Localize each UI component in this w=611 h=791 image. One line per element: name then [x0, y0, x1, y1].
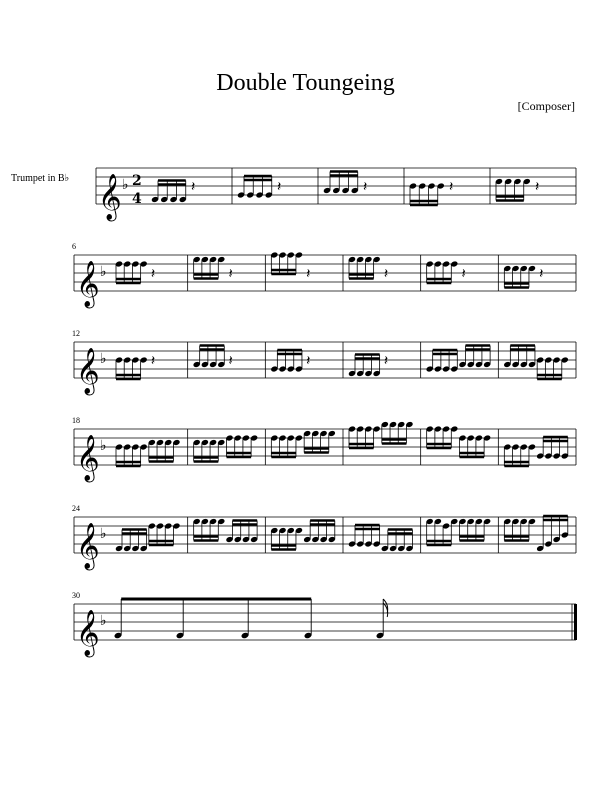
measure-number: 18	[72, 416, 80, 425]
treble-clef-icon: 𝄞	[76, 610, 100, 656]
time-signature-top: 2	[132, 173, 142, 189]
quarter-rest-icon: 𝄽	[539, 266, 544, 282]
composer-credit: [Composer]	[517, 99, 575, 113]
quarter-rest-icon: 𝄽	[535, 179, 540, 195]
flat-icon: ♭	[100, 526, 107, 542]
quarter-rest-icon: 𝄽	[228, 266, 233, 282]
treble-clef-icon: 𝄞	[76, 523, 100, 569]
treble-clef-icon: 𝄞	[76, 261, 100, 307]
flat-icon: ♭	[122, 177, 129, 193]
measure-number: 12	[72, 329, 80, 338]
quarter-rest-icon: 𝄽	[461, 266, 466, 282]
quarter-rest-icon: 𝄽	[306, 353, 311, 369]
staff-system	[72, 416, 576, 483]
staff-system	[72, 591, 577, 658]
quarter-rest-icon: 𝄽	[306, 266, 311, 282]
flat-icon: ♭	[100, 264, 107, 280]
staff-system	[72, 504, 576, 571]
treble-clef-icon: 𝄞	[98, 174, 122, 220]
treble-clef-icon: 𝄞	[76, 348, 100, 394]
quarter-rest-icon: 𝄽	[277, 179, 282, 195]
flat-icon: ♭	[100, 438, 107, 454]
quarter-rest-icon: 𝄽	[228, 353, 233, 369]
staff-system	[72, 242, 576, 309]
quarter-rest-icon: 𝄽	[449, 179, 454, 195]
quarter-rest-icon: 𝄽	[150, 266, 156, 282]
quarter-rest-icon: 𝄽	[150, 353, 156, 369]
measure-number: 6	[72, 242, 76, 251]
quarter-rest-icon: 𝄽	[363, 179, 368, 195]
staff-system	[72, 329, 576, 396]
staff-system	[96, 168, 576, 222]
time-signature-bottom: 4	[132, 191, 142, 207]
instrument-label: Trumpet in B♭	[11, 173, 70, 184]
score-title: Double Toungeing	[216, 70, 395, 96]
quarter-rest-icon: 𝄽	[191, 179, 196, 195]
flat-icon: ♭	[100, 613, 107, 629]
quarter-rest-icon: 𝄽	[383, 353, 389, 369]
measure-number: 24	[72, 504, 80, 513]
final-thick-barline	[574, 604, 577, 640]
treble-clef-icon: 𝄞	[76, 435, 100, 481]
flat-icon: ♭	[100, 351, 107, 367]
measure-number: 30	[72, 591, 80, 600]
quarter-rest-icon: 𝄽	[383, 266, 389, 282]
